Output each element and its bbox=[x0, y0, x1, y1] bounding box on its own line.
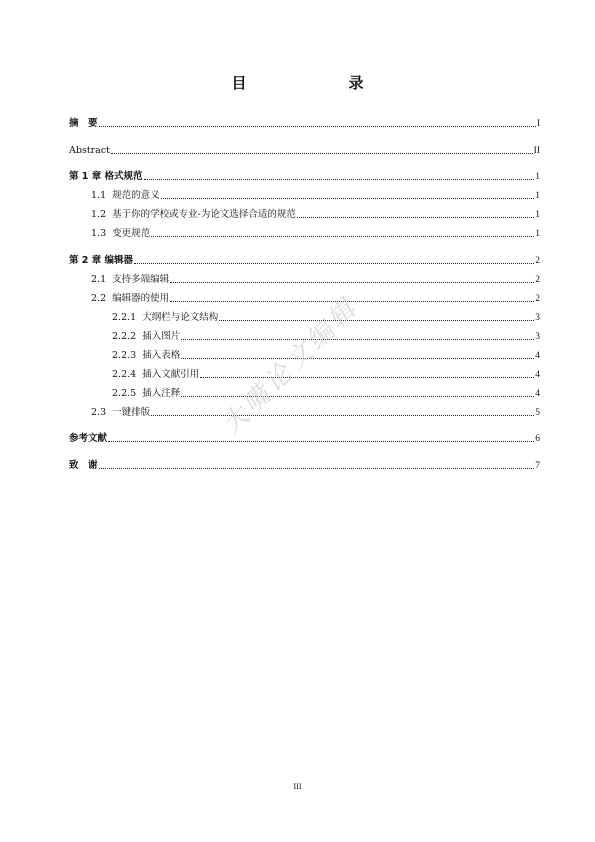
toc-entry[interactable] bbox=[69, 403, 540, 419]
toc-entry-text: 摘 要 bbox=[69, 118, 98, 129]
toc-entry-label bbox=[69, 145, 110, 157]
toc-entry-label bbox=[91, 407, 150, 419]
toc-title: 目 录 bbox=[231, 74, 388, 92]
toc-entry-page: 7 bbox=[535, 460, 540, 471]
toc-entry-number: 2.2.3 bbox=[112, 349, 137, 361]
toc-entry-text: 基于你的学校或专业-为论文选择合适的规范 bbox=[112, 209, 296, 220]
toc-entry-number: 2.2.1 bbox=[112, 311, 137, 323]
toc-entry[interactable] bbox=[69, 186, 540, 202]
toc-entry[interactable] bbox=[69, 456, 540, 472]
toc-leader-dots bbox=[151, 236, 534, 237]
toc-entry[interactable] bbox=[69, 289, 540, 305]
toc-entry-page: 3 bbox=[535, 331, 540, 342]
toc-leader-dots bbox=[181, 396, 534, 397]
toc-entry-text: 第 2 章 编辑器 bbox=[69, 254, 134, 266]
toc-entry-page: 3 bbox=[535, 312, 540, 323]
toc-entry-page: 6 bbox=[535, 434, 540, 444]
toc-entry[interactable] bbox=[69, 205, 540, 221]
toc-entry[interactable] bbox=[69, 327, 540, 343]
toc-entry-label bbox=[91, 274, 169, 286]
toc-leader-dots bbox=[297, 217, 534, 218]
toc-entry-label bbox=[69, 118, 98, 130]
page-number: III bbox=[293, 782, 302, 791]
toc-entry-text: 致 谢 bbox=[69, 459, 98, 471]
toc-entry[interactable] bbox=[69, 167, 540, 183]
toc-entry-text: Abstract bbox=[69, 144, 110, 156]
toc-entry-page: 1 bbox=[535, 191, 540, 201]
toc-leader-dots bbox=[181, 358, 534, 359]
toc-entry[interactable] bbox=[69, 141, 540, 157]
toc-entry[interactable] bbox=[69, 270, 540, 286]
toc-entry-text: 变更规范 bbox=[112, 228, 151, 239]
toc-entry[interactable] bbox=[69, 224, 540, 240]
toc-entry-number: 1.1 bbox=[91, 190, 107, 201]
toc-entry-label bbox=[91, 293, 169, 305]
table-of-contents bbox=[69, 114, 540, 472]
toc-entry-number: 2.3 bbox=[91, 406, 107, 418]
toc-entry-number: 1.3 bbox=[91, 228, 107, 239]
toc-entry-page: 1 bbox=[535, 172, 540, 182]
toc-entry-text: 支持多端编辑 bbox=[112, 273, 170, 285]
toc-entry-label bbox=[112, 388, 180, 400]
toc-entry[interactable] bbox=[69, 365, 540, 381]
toc-entry-page: 2 bbox=[535, 293, 540, 304]
toc-entry-page: 1 bbox=[535, 210, 540, 220]
toc-entry-label bbox=[112, 350, 180, 362]
toc-entry-text: 大纲栏与论文结构 bbox=[142, 311, 219, 323]
toc-leader-dots bbox=[200, 377, 534, 378]
toc-entry-text: 一键排版 bbox=[112, 406, 151, 418]
toc-entry-page: 4 bbox=[535, 350, 540, 361]
toc-entry-number: 2.2.2 bbox=[112, 330, 137, 342]
toc-leader-dots bbox=[144, 179, 535, 180]
toc-entry-number: 1.2 bbox=[91, 209, 107, 220]
toc-entry-label bbox=[69, 460, 98, 472]
toc-entry[interactable] bbox=[69, 429, 540, 445]
toc-leader-dots bbox=[181, 339, 534, 340]
toc-entry-number: 2.1 bbox=[91, 273, 107, 285]
toc-entry-text: 插入文献引用 bbox=[142, 368, 200, 380]
toc-entry-page: 5 bbox=[535, 407, 540, 418]
toc-entry-label bbox=[112, 369, 199, 381]
toc-entry-text: 第 1 章 格式规范 bbox=[69, 171, 143, 182]
toc-entry[interactable] bbox=[69, 346, 540, 362]
toc-leader-dots bbox=[108, 441, 534, 442]
toc-entry[interactable] bbox=[69, 308, 540, 324]
toc-entry-text: 插入图片 bbox=[142, 330, 181, 342]
toc-entry-text: 插入表格 bbox=[142, 349, 181, 361]
toc-entry-text: 编辑器的使用 bbox=[112, 292, 170, 304]
toc-entry-page: 2 bbox=[535, 274, 540, 285]
toc-leader-dots bbox=[99, 126, 536, 127]
watermark: 大嘴论文编辑 bbox=[216, 292, 365, 441]
toc-entry-page: 1 bbox=[535, 229, 540, 239]
toc-entry-label bbox=[91, 190, 160, 202]
toc-entry-text: 规范的意义 bbox=[112, 190, 160, 201]
toc-entry-text: 插入注释 bbox=[142, 387, 181, 399]
toc-leader-dots bbox=[151, 415, 534, 416]
toc-leader-dots bbox=[170, 301, 534, 302]
toc-entry-number: 2.2.4 bbox=[112, 368, 137, 380]
toc-leader-dots bbox=[134, 263, 534, 264]
toc-entry-number: 2.2 bbox=[91, 292, 107, 304]
toc-entry-label bbox=[112, 312, 218, 324]
toc-entry-number: 2.2.5 bbox=[112, 387, 137, 399]
toc-entry-page: I bbox=[536, 119, 540, 129]
toc-leader-dots bbox=[99, 468, 535, 469]
toc-entry-label bbox=[91, 209, 296, 221]
toc-entry-page: 4 bbox=[535, 388, 540, 399]
toc-entry-page: II bbox=[533, 145, 540, 156]
toc-entry-label bbox=[112, 331, 180, 343]
toc-entry-label bbox=[69, 433, 107, 445]
toc-entry-label bbox=[69, 255, 133, 267]
toc-entry[interactable] bbox=[69, 384, 540, 400]
toc-leader-dots bbox=[111, 153, 533, 154]
toc-entry[interactable] bbox=[69, 114, 540, 130]
toc-entry-page: 4 bbox=[535, 369, 540, 380]
toc-leader-dots bbox=[219, 320, 534, 321]
toc-entry-label bbox=[69, 171, 143, 183]
toc-entry-text: 参考文献 bbox=[69, 433, 108, 444]
toc-entry[interactable] bbox=[69, 251, 540, 267]
toc-leader-dots bbox=[170, 282, 534, 283]
toc-leader-dots bbox=[161, 198, 535, 199]
toc-entry-label bbox=[91, 228, 150, 240]
toc-entry-page: 2 bbox=[535, 255, 540, 266]
